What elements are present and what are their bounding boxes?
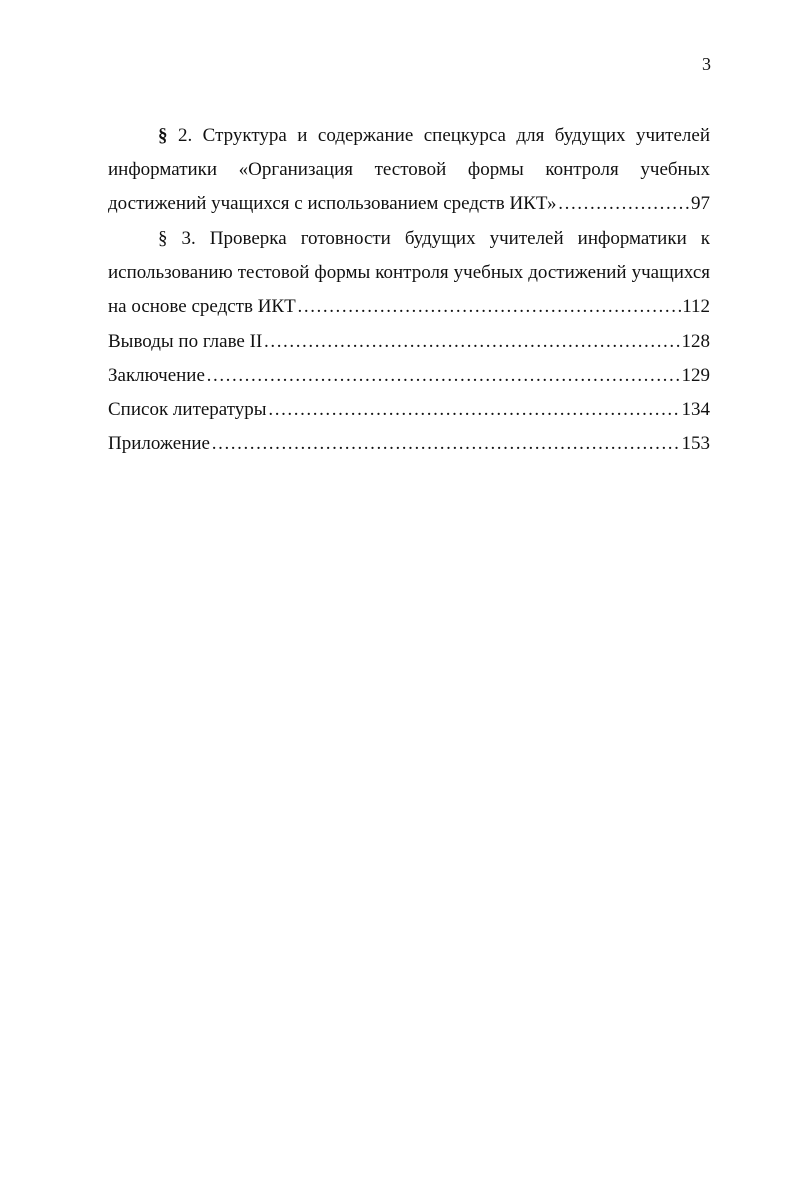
toc-entry-section-3-line-1: § 3. Проверка готовности будущих учителей информатики к	[158, 228, 710, 249]
leader-dots	[211, 427, 681, 461]
toc-entry-page-number: 153	[681, 433, 710, 454]
toc-entry-appendix[interactable]	[108, 427, 710, 461]
toc-entry-section-2-line-3: достижений учащихся с использованием средств ИКТ» …………………………………………………………………………………………………………………………………………… 97	[108, 187, 710, 221]
toc-entry-page-number: 128	[681, 331, 710, 352]
toc-entry-page-number: 129	[681, 365, 710, 386]
toc-entry-section-3-line-2: использованию тестовой формы контроля учебных достижений учащихся	[108, 262, 710, 283]
page-number: 3	[702, 54, 711, 74]
toc-entry-page-number: 134	[681, 399, 710, 420]
toc-entry-title: Выводы по главе II	[108, 331, 263, 352]
toc-entry-title: Заключение	[108, 365, 205, 386]
toc-entry-bibliography[interactable]	[108, 393, 710, 427]
leader-dots	[206, 359, 681, 393]
section-sign: §	[158, 125, 168, 146]
toc-entry-conclusions-chapter-2[interactable]	[108, 325, 710, 359]
toc-entry-conclusion[interactable]	[108, 359, 710, 393]
leader-dots	[263, 325, 680, 359]
leader-dots	[297, 290, 681, 324]
toc-entry-section-3-line-3: на основе средств ИКТ …………………………………………………………………………………………………………………………………………… 112	[108, 290, 710, 324]
toc-entry-page-number: 112	[682, 296, 710, 317]
toc-entry-section-3[interactable]	[108, 222, 710, 324]
table-of-contents	[108, 119, 710, 461]
section-sign: §	[158, 228, 168, 249]
toc-entry-page-number: 97	[691, 193, 710, 214]
leader-dots	[268, 393, 681, 427]
toc-entry-title: Приложение	[108, 433, 210, 454]
toc-entry-title: Список литературы	[108, 399, 267, 420]
leader-dots	[557, 187, 690, 221]
toc-entry-section-2-line-2: информатики «Организация тестовой формы контроля учебных	[108, 159, 710, 180]
toc-entry-section-2-line-1: § 2. Структура и содержание спецкурса для будущих учителей	[158, 125, 710, 146]
toc-entry-section-2[interactable]	[108, 119, 710, 221]
